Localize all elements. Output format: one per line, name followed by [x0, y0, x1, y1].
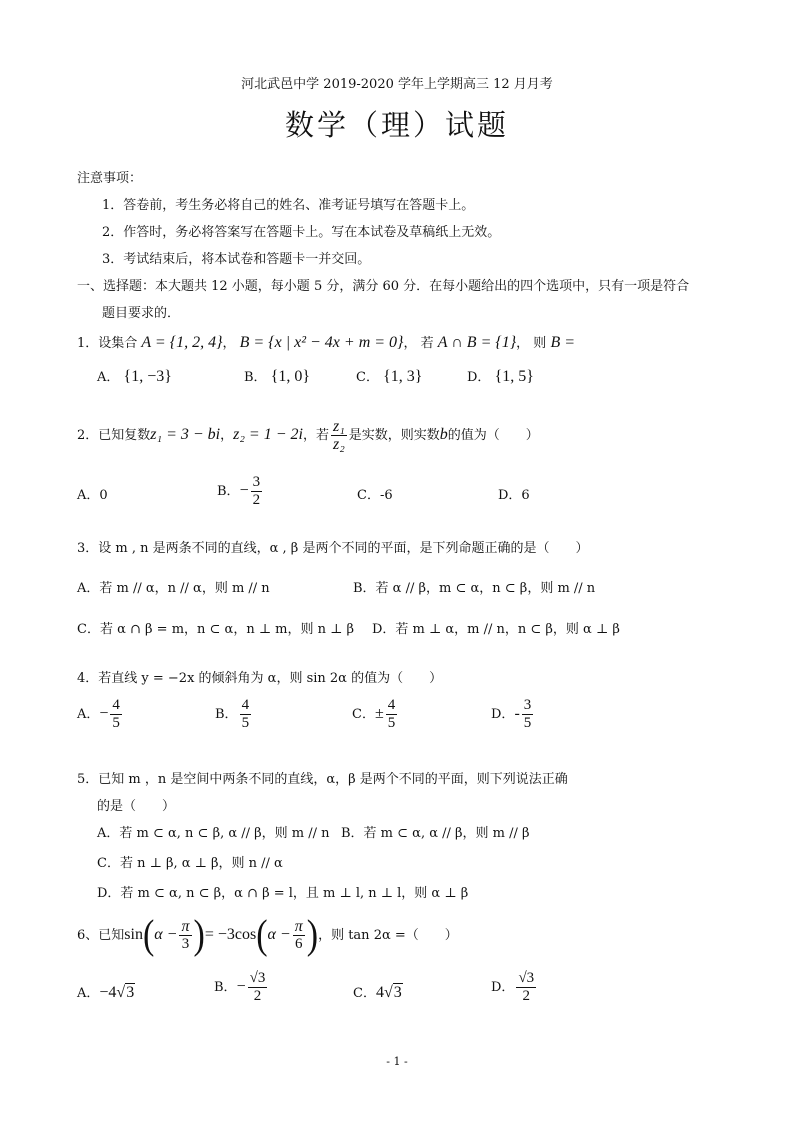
q2-frac-den: z₂ — [332, 436, 345, 453]
notice-item-1: 1．答卷前，考生务必将自己的姓名、准考证号填写在答题卡上。 — [102, 198, 475, 213]
q4-option-a-frac — [110, 697, 122, 732]
q2-tail: 是实数，则实数 — [348, 428, 440, 443]
q2-option-b — [217, 474, 264, 509]
q6-option-b-frac — [248, 970, 268, 1005]
q2-option-b-num: 3 — [252, 474, 261, 490]
q6-option-b-num: √3 — [249, 970, 266, 986]
q6-option-d-root: 3 — [526, 970, 535, 986]
section-heading: 一、选择题：本大题共 12 小题，每小题 5 分，满分 60 分．在每小题给出的四个选项中，只有一项是符合 — [77, 279, 690, 294]
q6-option-a-sqrt: √3 — [116, 984, 135, 1001]
q6-option-d-frac — [516, 970, 536, 1005]
q1-ask-lead: 则 — [533, 336, 547, 351]
q6-option-a — [77, 982, 135, 1002]
q2-var-b: b — [439, 426, 448, 443]
q4-option-b — [215, 697, 253, 732]
q6-alpha-1: α − — [154, 926, 178, 943]
q6-option-b-sign: − — [236, 978, 246, 995]
q2-z2: z₂ = 1 − 2i — [233, 426, 303, 443]
q1-option-b-value: {1, 0} — [270, 368, 311, 385]
q6-frac-2-den: 6 — [294, 936, 303, 952]
q2-fraction — [331, 418, 347, 453]
q6-sin: sin — [124, 926, 143, 943]
q1-option-d-value: {1, 5} — [494, 368, 534, 385]
q1-option-d — [467, 366, 534, 386]
question-6 — [77, 912, 458, 958]
q1-option-a — [97, 366, 172, 386]
q4-option-d-den: 5 — [523, 715, 532, 731]
q4-option-c-sign: ± — [374, 705, 384, 722]
q6-option-b — [214, 970, 269, 1005]
notice-heading: 注意事项： — [77, 171, 143, 186]
q6-paren-open-2: ( — [256, 912, 268, 958]
q6-option-b-den: 2 — [253, 988, 262, 1004]
q4-option-b-den: 5 — [241, 715, 250, 731]
q4-option-b-num: 4 — [241, 697, 250, 713]
q4-option-d-letter: D． — [491, 707, 515, 722]
q6-option-b-root: 3 — [257, 970, 266, 986]
q4-option-c-den: 5 — [387, 715, 396, 731]
q6-frac-2 — [293, 918, 305, 953]
q4-option-d-frac — [522, 697, 534, 732]
q1-set-a: A = {1, 2, 4} — [141, 334, 223, 351]
q1-condition: A ∩ B = {1} — [437, 334, 517, 351]
q6-frac-1-num: π — [181, 918, 190, 935]
q2-option-b-frac — [251, 474, 263, 509]
q6-option-a-root: 3 — [126, 984, 135, 1001]
q4-option-a-sign: − — [99, 705, 109, 722]
q6-frac-2-num: π — [294, 918, 303, 935]
question-2: 2．已知复数z₁ = 3 − bi，z₂ = 1 − 2i，若 $\frac{\text{z₁}}{\text{z₂}}$ 是实数，则实数b的值为（ ） — [77, 418, 539, 453]
q4-option-a-num: 4 — [112, 697, 120, 713]
q1-set-b: B = {x | x² − 4x + m = 0} — [239, 334, 404, 351]
page-number: - 1 - — [386, 1055, 408, 1068]
q5-option-a: A．若 m ⊂ α, n ⊂ β, α // β，则 m // n — [97, 826, 330, 841]
q5-option-d: D．若 m ⊂ α, n ⊂ β，α ∩ β = l，且 m ⊥ l, n ⊥ l，则 α ⊥ β — [97, 886, 469, 901]
q2-z1: z₁ = 3 − bi — [150, 426, 221, 443]
q4-option-a-letter: A． — [77, 707, 100, 722]
q1-option-a-value: {1, −3} — [123, 368, 172, 385]
q1-lead: 1．设集合 — [77, 336, 138, 351]
q2-cond-lead: 若 — [315, 428, 329, 443]
q6-paren-close-2: ) — [306, 912, 319, 958]
q6-option-d-den: 2 — [522, 988, 531, 1004]
q1-ask: B = — [550, 334, 576, 351]
q1-option-b — [244, 366, 310, 386]
q2-option-b-letter: B． — [217, 484, 240, 499]
q6-paren-open-1: ( — [142, 912, 155, 958]
q4-option-a — [77, 697, 124, 732]
question-4: 4．若直线 y = −2x 的倾斜角为 α，则 sin 2α 的值为（ ） — [77, 671, 443, 686]
q6-option-c-sqrt: √3 — [383, 984, 402, 1001]
q1-option-d-letter: D． — [467, 370, 491, 385]
q4-option-c — [352, 697, 399, 732]
school-header: 河北武邑中学 2019-2020 学年上学期高三 12 月月考 — [241, 77, 553, 92]
q6-tail: ，则 tan 2α =（ ） — [318, 928, 458, 943]
q5-option-c: C．若 n ⊥ β, α ⊥ β，则 n // α — [97, 856, 283, 871]
q4-option-b-frac — [240, 697, 252, 732]
question-3: 3．设 m , n 是两条不同的直线，α , β 是两个不同的平面，是下列命题正确的是（ ） — [77, 541, 589, 556]
notice-item-2: 2．作答时，务必将答案写在答题卡上。写在本试卷及草稿纸上无效。 — [102, 225, 501, 240]
q6-option-a-coef: −4 — [99, 984, 117, 1001]
q3-option-b: B．若 α // β，m ⊂ α，n ⊂ β，则 m // n — [353, 581, 596, 596]
q5-option-b: B．若 m ⊂ α, α // β，则 m // β — [341, 826, 530, 841]
q6-option-b-letter: B． — [214, 980, 237, 995]
q6-option-d — [491, 970, 538, 1005]
question-5: 5．已知 m ，n 是空间中两条不同的直线，α，β 是两个不同的平面，则下列说法正确 — [77, 772, 568, 787]
q6-option-c-letter: C． — [353, 986, 376, 1001]
q1-option-a-letter: A． — [97, 370, 120, 385]
q1-option-c-letter: C． — [356, 370, 379, 385]
q4-option-c-num: 4 — [387, 697, 396, 713]
q3-option-a: A．若 m // α，n // α，则 m // n — [77, 581, 270, 596]
q6-frac-1-den: 3 — [181, 936, 190, 952]
q1-option-c-value: {1, 3} — [383, 368, 423, 385]
q6-option-a-letter: A． — [77, 986, 100, 1001]
q4-option-d-num: 3 — [523, 697, 532, 713]
q6-lead: 6、已知 — [77, 928, 125, 943]
q6-alpha-2: α − — [267, 926, 291, 943]
q4-option-d-sign: - — [514, 705, 520, 722]
q6-option-c-root: 3 — [393, 984, 402, 1001]
question-1: 1．设集合 A = {1, 2, 4}， B = {x | x² − 4x + m = 0}， 若 A ∩ B = {1}， 则 B = — [77, 334, 576, 351]
q4-option-c-letter: C． — [352, 707, 375, 722]
q6-option-d-letter: D． — [491, 980, 515, 995]
q2-option-a: A．0 — [77, 488, 108, 503]
q2-option-b-sign: − — [239, 482, 249, 499]
q1-cond-lead: 若 — [420, 336, 434, 351]
q6-option-c-coef: 4 — [375, 984, 384, 1001]
question-5-cont: 的是（ ） — [97, 799, 176, 814]
q2-option-b-den: 2 — [252, 492, 261, 508]
exam-title: 数学（理）试题 — [284, 108, 509, 142]
q4-option-b-letter: B． — [215, 707, 238, 722]
q2-option-c: C．-6 — [357, 488, 393, 503]
q1-option-c — [356, 366, 422, 386]
q3-option-c: C．若 α ∩ β = m，n ⊂ α，n ⊥ m，则 n ⊥ β — [77, 622, 355, 637]
q6-mid: = −3cos — [204, 926, 257, 943]
section-heading-cont: 题目要求的． — [102, 306, 181, 321]
q6-frac-1 — [179, 918, 191, 953]
notice-item-3: 3．考试结束后，将本试卷和答题卡一并交回。 — [102, 252, 371, 267]
q2-frac-num: z₁ — [332, 418, 345, 435]
q6-paren-close-1: ) — [193, 912, 205, 958]
q6-option-d-num: √3 — [518, 970, 535, 986]
q2-lead: 2．已知复数 — [77, 428, 151, 443]
q2-end: 的值为（ ） — [447, 428, 539, 443]
q3-option-d: D．若 m ⊥ α，m // n，n ⊂ β，则 α ⊥ β — [372, 622, 620, 637]
q6-option-c — [353, 982, 403, 1002]
q1-option-b-letter: B． — [244, 370, 267, 385]
q4-option-a-den: 5 — [112, 715, 120, 731]
q4-option-c-frac — [386, 697, 398, 732]
q2-option-d: D．6 — [498, 488, 530, 503]
q4-option-d — [491, 697, 535, 732]
